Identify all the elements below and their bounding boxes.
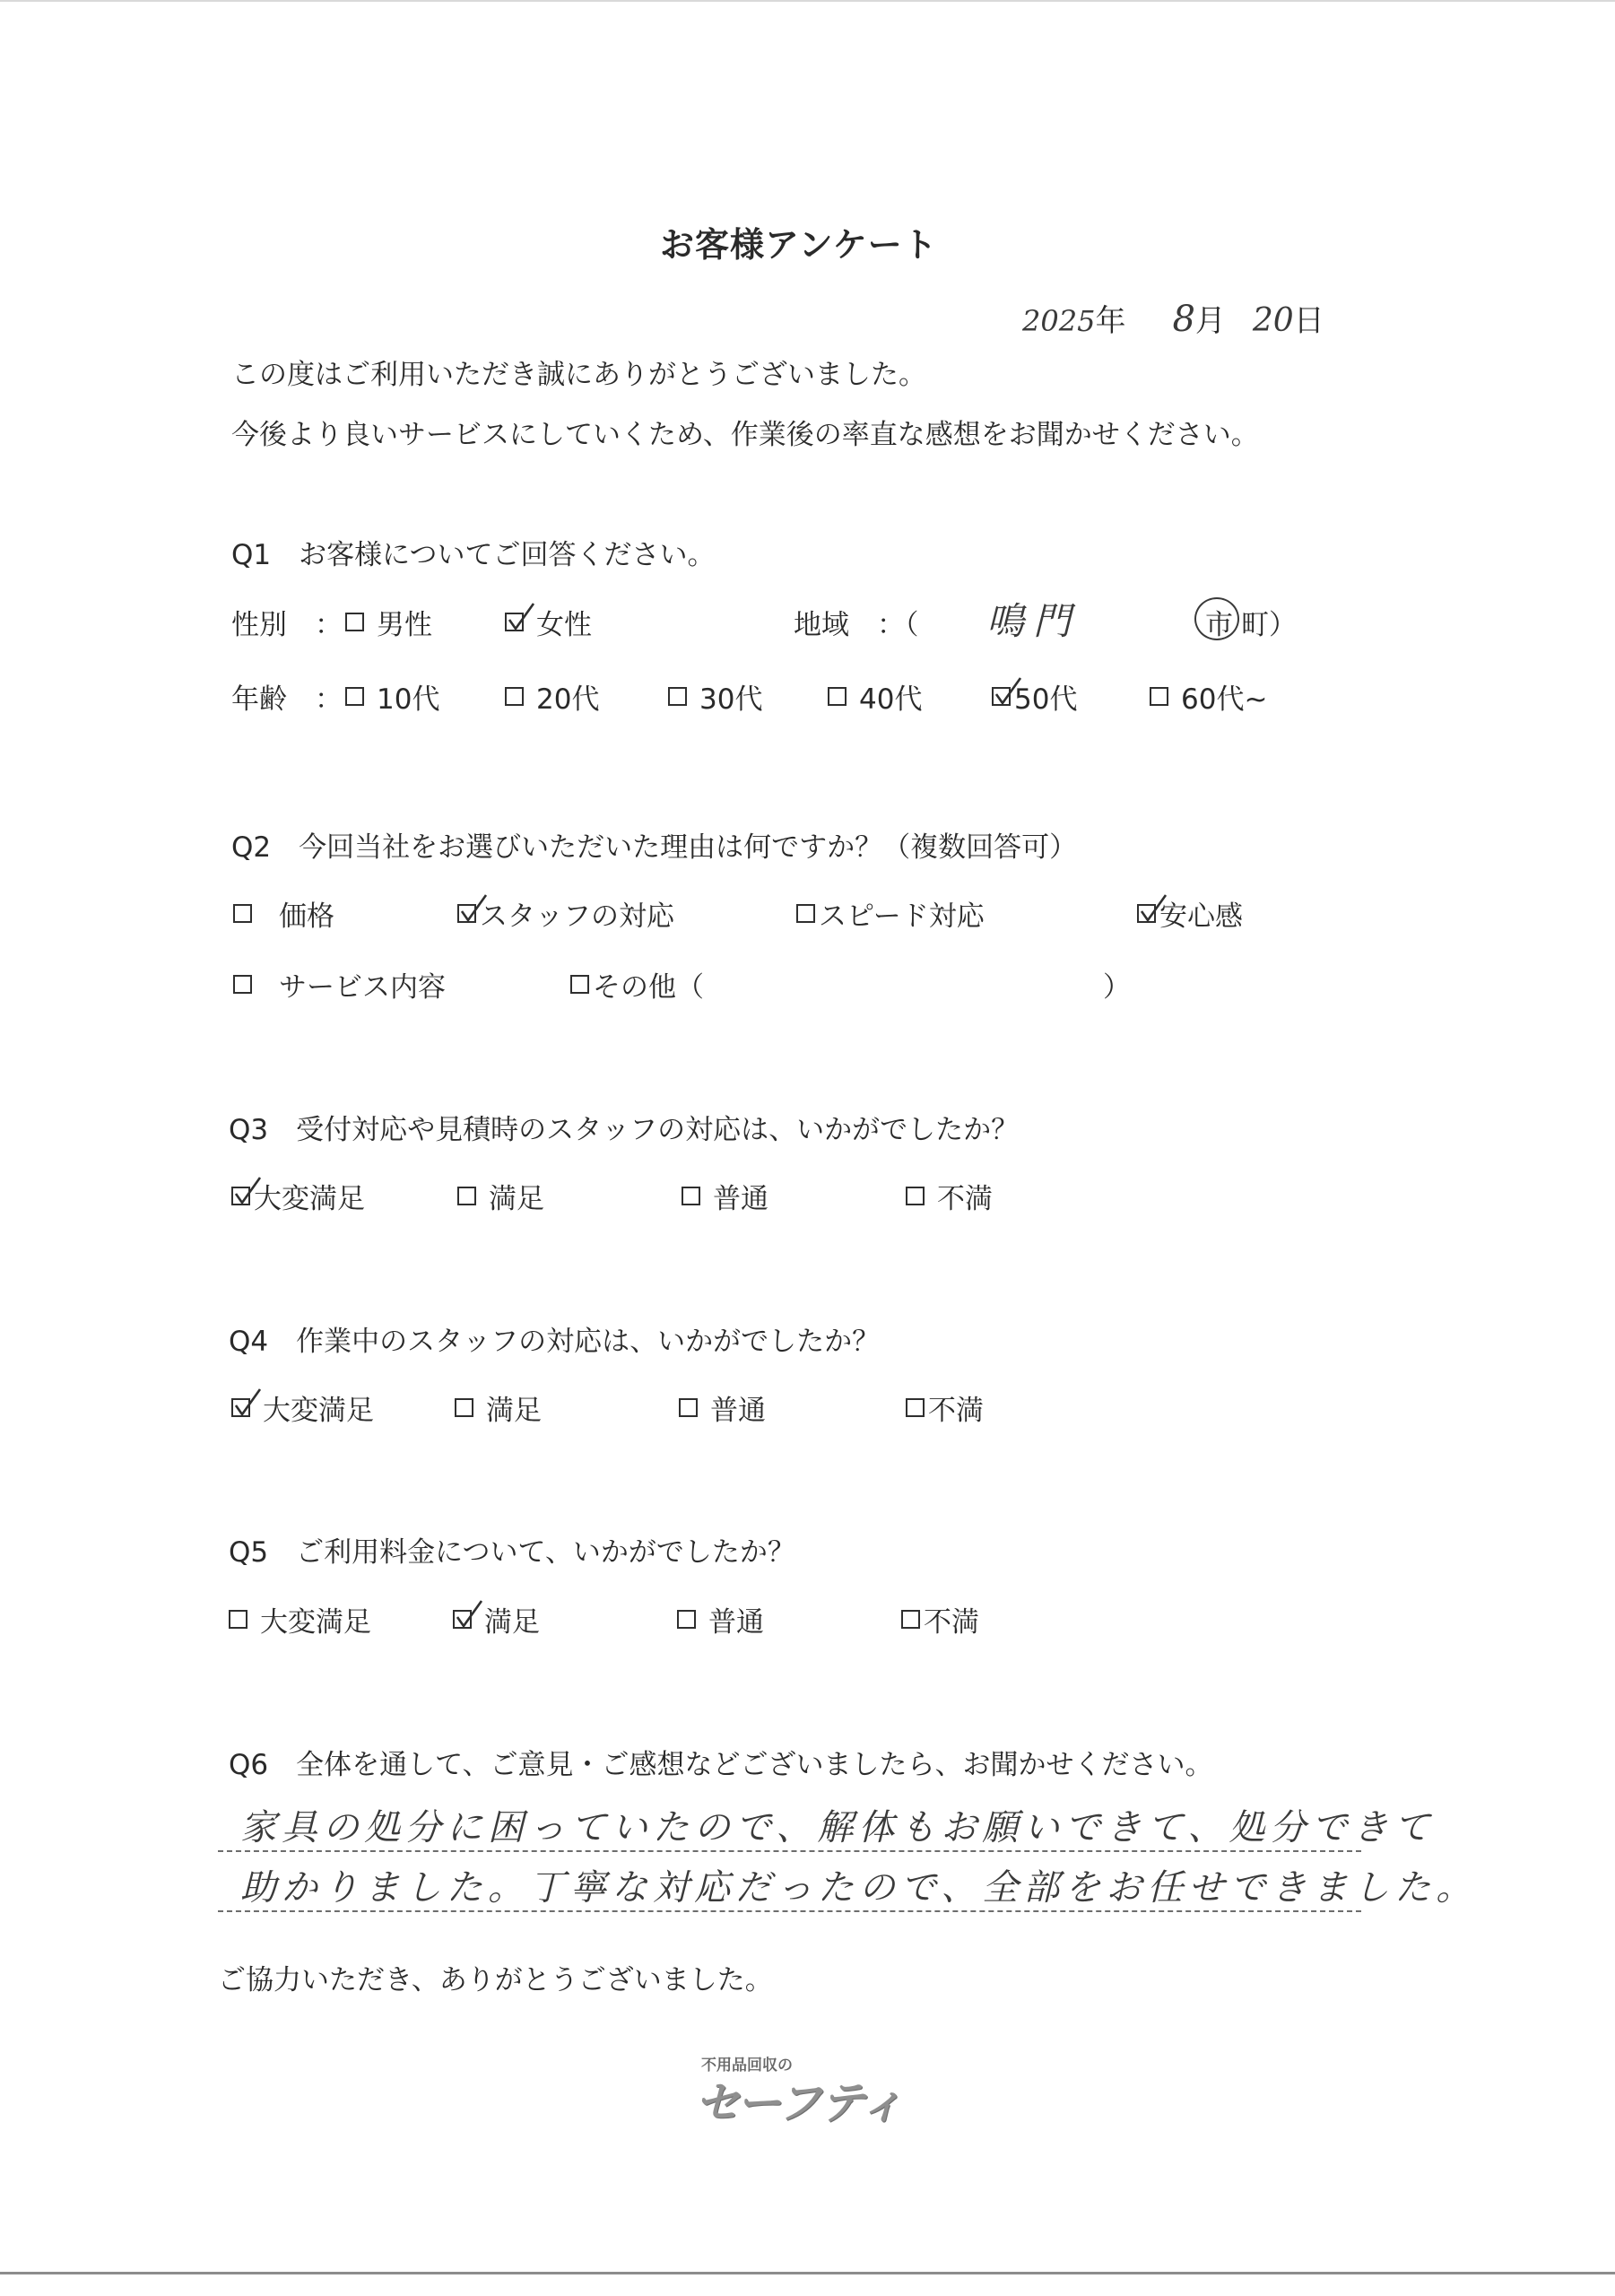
gender-option-female[interactable] bbox=[505, 602, 592, 642]
option-label: 大変満足 bbox=[263, 1395, 374, 1427]
checkbox[interactable] bbox=[906, 1398, 925, 1417]
q2-option-speed[interactable] bbox=[796, 893, 985, 934]
circle-mark bbox=[1194, 597, 1239, 640]
date-day-unit: 日 bbox=[1293, 303, 1324, 339]
date bbox=[1022, 296, 1324, 340]
checkbox[interactable] bbox=[345, 613, 364, 631]
option-label: 不満 bbox=[924, 1606, 979, 1639]
age-option-40[interactable] bbox=[828, 676, 922, 717]
option-label: 普通 bbox=[710, 1395, 766, 1427]
q3-question: Q3 受付対応や見積時のスタッフの対応は、いかがでしたか？ bbox=[229, 1114, 1020, 1146]
option-label: 女性 bbox=[536, 609, 592, 641]
q2-option-service[interactable] bbox=[233, 964, 446, 1004]
option-label: 不満 bbox=[937, 1183, 993, 1215]
checkbox-checked[interactable] bbox=[453, 1610, 472, 1629]
option-label: スピード対応 bbox=[819, 900, 985, 933]
q5-option-neutral[interactable] bbox=[677, 1599, 764, 1639]
check-mark-icon bbox=[459, 893, 488, 924]
checkbox[interactable] bbox=[679, 1398, 698, 1417]
checkbox[interactable] bbox=[906, 1187, 925, 1205]
age-option-20[interactable] bbox=[505, 676, 599, 717]
option-label: 男性 bbox=[377, 609, 432, 641]
checkbox[interactable] bbox=[233, 904, 252, 923]
q2-option-reassurance[interactable] bbox=[1137, 893, 1243, 934]
option-label: その他（ bbox=[593, 971, 704, 1004]
age-label: 年齢 ： bbox=[231, 683, 343, 716]
checkbox[interactable] bbox=[455, 1398, 473, 1417]
checkbox[interactable] bbox=[233, 975, 252, 994]
q4-option-neutral[interactable] bbox=[679, 1387, 766, 1428]
q2-option-staff[interactable] bbox=[457, 893, 674, 934]
q2-option-other[interactable] bbox=[570, 964, 704, 1004]
checkbox[interactable] bbox=[828, 687, 847, 706]
option-label: 60代~ bbox=[1181, 683, 1268, 716]
region-value: 鳴門 bbox=[986, 599, 1081, 643]
option-label: 不満 bbox=[928, 1395, 984, 1427]
intro-line-2: 今後より良いサービスにしていくため、作業後の率直な感想をお聞かせください。 bbox=[231, 419, 1259, 451]
q4-option-dissatisfied[interactable] bbox=[906, 1387, 984, 1428]
checkbox[interactable] bbox=[668, 687, 687, 706]
checkbox[interactable] bbox=[457, 1187, 476, 1205]
checkbox[interactable] bbox=[505, 687, 524, 706]
q5-option-very-satisfied[interactable] bbox=[229, 1599, 371, 1639]
date-month: 8 bbox=[1172, 299, 1195, 340]
age-option-10[interactable] bbox=[345, 676, 439, 717]
option-label: サービス内容 bbox=[279, 971, 446, 1004]
checkbox[interactable] bbox=[345, 687, 364, 706]
scan-bottom-edge bbox=[0, 2272, 1615, 2274]
option-label: 満足 bbox=[486, 1395, 542, 1427]
company-logo: セーフティ bbox=[695, 2077, 903, 2129]
q1-question: Q1 お客様についてご回答ください。 bbox=[231, 539, 716, 571]
intro-line-1: この度はご利用いただき誠にありがとうございました。 bbox=[231, 359, 926, 391]
q3-option-neutral[interactable] bbox=[682, 1176, 768, 1216]
date-day: 20 bbox=[1252, 302, 1294, 339]
q3-option-very-satisfied[interactable] bbox=[231, 1176, 365, 1216]
checkbox[interactable] bbox=[570, 975, 589, 994]
option-label: 満足 bbox=[489, 1183, 544, 1215]
region-suffix-town: 町） bbox=[1241, 609, 1297, 641]
option-label: 20代 bbox=[536, 683, 600, 716]
q2-other-close-paren: ） bbox=[1103, 971, 1131, 1004]
closing-text: ご協力いただき、ありがとうございました。 bbox=[218, 1964, 773, 1996]
page-title: お客様アンケート bbox=[660, 225, 938, 265]
age-option-60[interactable] bbox=[1150, 676, 1267, 717]
checkbox-checked[interactable] bbox=[231, 1398, 250, 1417]
q6-answer-line-2: 助かりました。丁寧な対応だったので、全部をお任せできました。 bbox=[240, 1867, 1478, 1909]
gender-label: 性別 ： bbox=[231, 609, 343, 641]
checkbox[interactable] bbox=[796, 904, 815, 923]
age-option-30[interactable] bbox=[668, 676, 762, 717]
region-label: 地域 ：（ bbox=[794, 609, 919, 641]
checkbox[interactable] bbox=[229, 1610, 247, 1629]
option-label: 普通 bbox=[713, 1183, 768, 1215]
q3-option-dissatisfied[interactable] bbox=[906, 1176, 993, 1216]
checkbox[interactable] bbox=[901, 1610, 920, 1629]
checkbox[interactable] bbox=[682, 1187, 700, 1205]
gender-option-male[interactable] bbox=[345, 602, 432, 642]
option-label: 50代 bbox=[1014, 683, 1078, 716]
checkbox-checked[interactable] bbox=[457, 904, 476, 923]
check-mark-icon bbox=[233, 1387, 262, 1418]
checkbox[interactable] bbox=[1150, 687, 1168, 706]
option-label: 大変満足 bbox=[254, 1183, 365, 1215]
logo-caption: 不用品回収の bbox=[701, 2057, 793, 2074]
check-mark-icon bbox=[994, 676, 1022, 707]
region-suffix-city: 市 bbox=[1205, 609, 1233, 641]
scan-top-edge bbox=[0, 0, 1615, 2]
checkbox-checked[interactable] bbox=[505, 613, 524, 631]
check-mark-icon bbox=[455, 1599, 483, 1630]
checkbox[interactable] bbox=[677, 1610, 696, 1629]
check-mark-icon bbox=[507, 602, 535, 632]
option-label: 普通 bbox=[708, 1606, 764, 1639]
option-label: 40代 bbox=[859, 683, 923, 716]
checkbox-checked[interactable] bbox=[231, 1187, 250, 1205]
q2-question: Q2 今回当社をお選びいただいた理由は何ですか？（複数回答可） bbox=[231, 831, 1078, 864]
q6-answer-line-1: 家具の処分に困っていたので、解体もお願いできて、処分できて bbox=[240, 1807, 1436, 1848]
answer-rule-2 bbox=[218, 1910, 1361, 1912]
option-label: スタッフの対応 bbox=[480, 900, 674, 933]
date-month-unit: 月 bbox=[1194, 303, 1226, 339]
option-label: 満足 bbox=[484, 1606, 540, 1639]
q4-option-very-satisfied[interactable] bbox=[231, 1387, 374, 1428]
q5-question: Q5 ご利用料金について、いかがでしたか？ bbox=[229, 1536, 795, 1569]
check-mark-icon bbox=[233, 1176, 262, 1206]
q4-option-satisfied[interactable] bbox=[455, 1387, 542, 1428]
option-label: 30代 bbox=[699, 683, 763, 716]
date-year-unit: 年 bbox=[1095, 303, 1126, 339]
q3-option-satisfied[interactable] bbox=[457, 1176, 544, 1216]
q5-option-satisfied[interactable] bbox=[453, 1599, 540, 1639]
q6-question: Q6 全体を通して、ご意見・ご感想などございましたら、お聞かせください。 bbox=[229, 1749, 1213, 1781]
option-label: 大変満足 bbox=[260, 1606, 371, 1639]
check-mark-icon bbox=[1139, 893, 1168, 924]
q5-option-dissatisfied[interactable] bbox=[901, 1599, 979, 1639]
q4-question: Q4 作業中のスタッフの対応は、いかがでしたか？ bbox=[229, 1326, 881, 1358]
option-label: 安心感 bbox=[1159, 900, 1243, 933]
answer-rule-1 bbox=[218, 1850, 1361, 1852]
option-label: 価格 bbox=[279, 900, 334, 933]
checkbox-checked[interactable] bbox=[1137, 904, 1156, 923]
age-option-50[interactable] bbox=[992, 676, 1077, 717]
option-label: 10代 bbox=[377, 683, 440, 716]
checkbox-checked[interactable] bbox=[992, 687, 1011, 706]
q2-option-price[interactable] bbox=[233, 893, 334, 934]
date-year: 2025 bbox=[1022, 304, 1096, 338]
